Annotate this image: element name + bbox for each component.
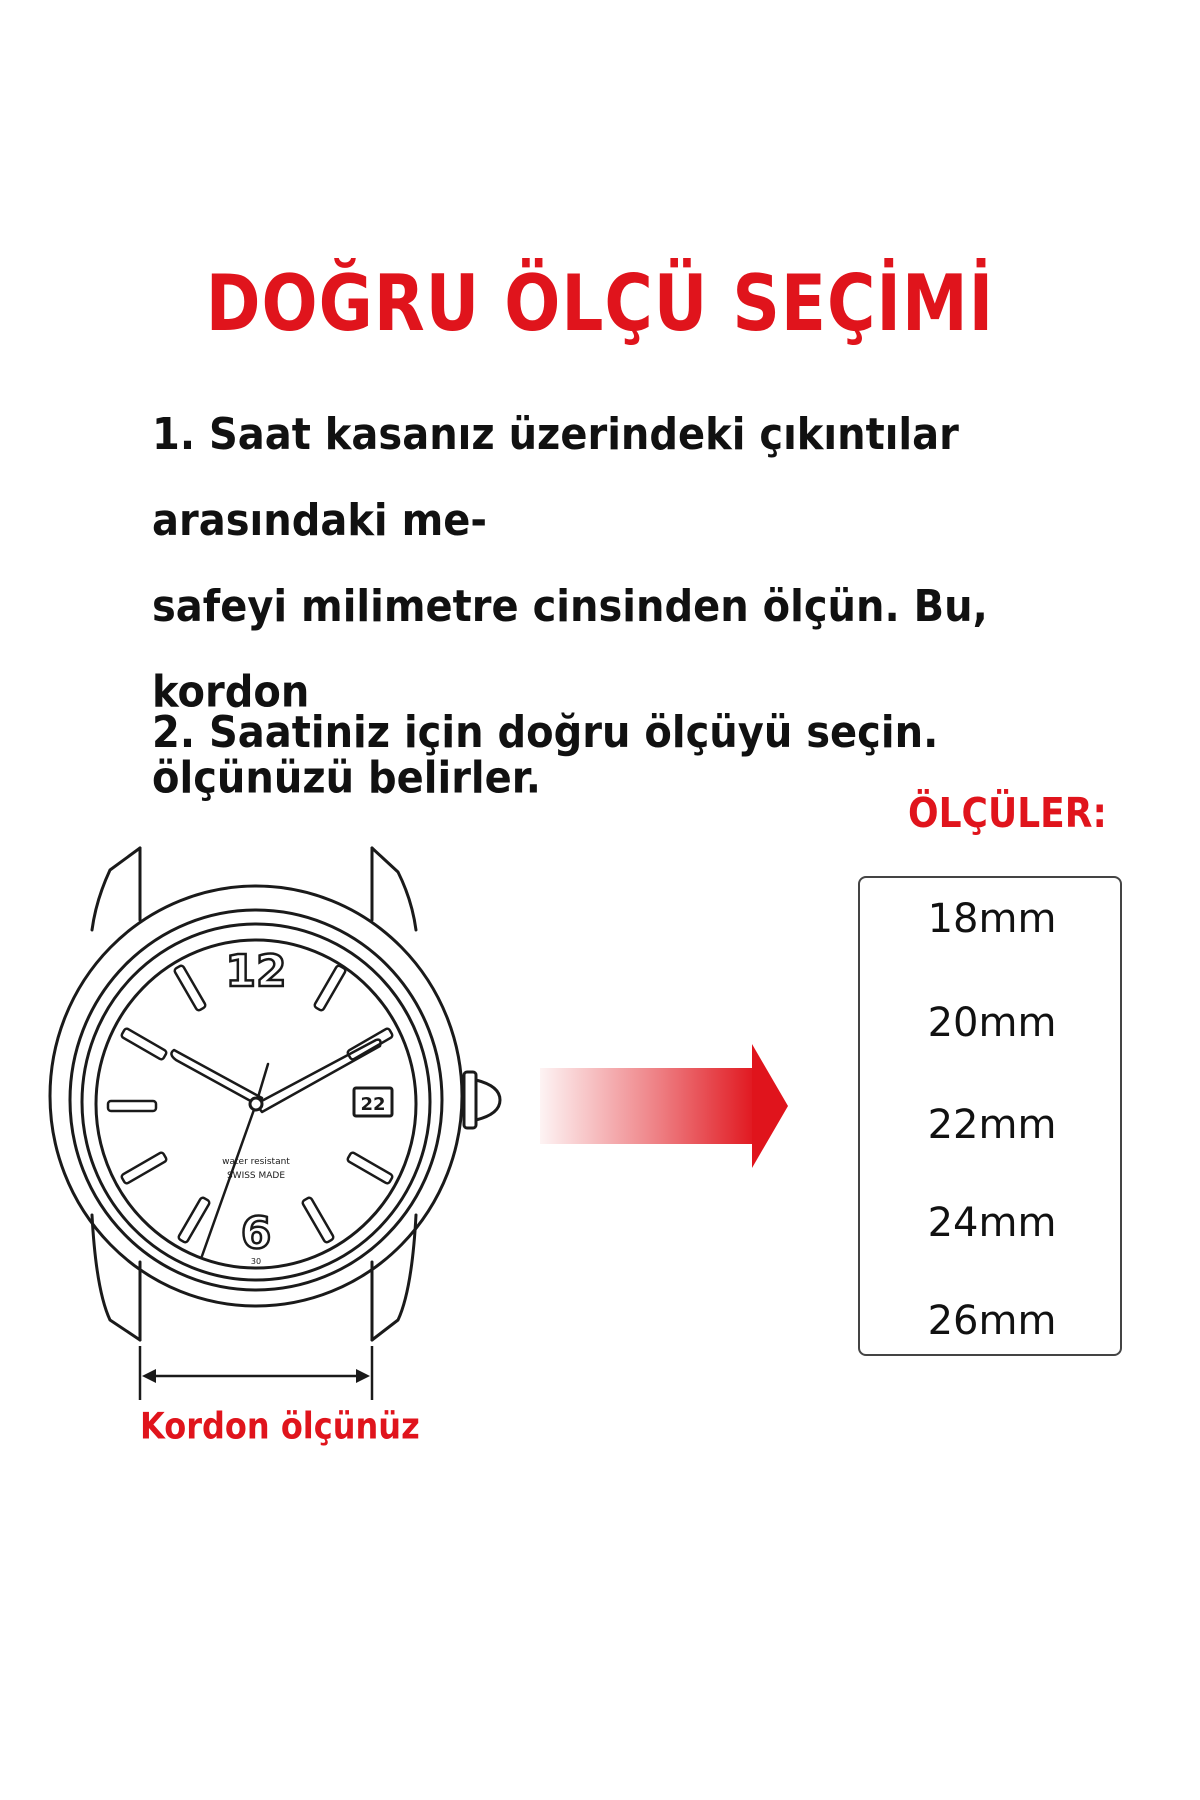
date-value: 22 [360, 1094, 386, 1115]
center-pin [250, 1098, 262, 1110]
size-option: 24mm [927, 1200, 1057, 1246]
instruction-line: 1. Saat kasanız üzerindeki çıkıntılar arasındaki me- [152, 409, 959, 546]
instruction-line: safeyi milimetre cinsinden ölçün. Bu, kordon [152, 581, 988, 718]
instruction-line: 2. Saatiniz için doğru ölçüyü seçin. [152, 707, 939, 759]
size-option: 26mm [927, 1298, 1057, 1344]
dial-text-30: 30 [250, 1257, 262, 1266]
size-option: 20mm [927, 1000, 1057, 1046]
watch-hands [171, 1040, 380, 1256]
instruction-line: ölçünüzü belirler. [152, 752, 541, 804]
numeral-6: 6 [240, 1208, 272, 1259]
dial-text-swiss-made: SWISS MADE [226, 1171, 286, 1181]
band-size-label: Kordon ölçünüz [140, 1404, 420, 1448]
size-option: 18mm [927, 896, 1057, 942]
dial-text-water-resistant: water resistant [222, 1157, 290, 1167]
size-option: 22mm [927, 1102, 1057, 1148]
watch-crown [464, 1072, 500, 1128]
numeral-12: 12 [225, 946, 287, 997]
band-width-indicator [140, 1346, 372, 1400]
arrow-right-icon [540, 1044, 788, 1168]
page-title: DOĞRU ÖLÇÜ SEÇİMİ [205, 258, 995, 349]
sizes-heading: ÖLÇÜLER: [908, 790, 1107, 838]
